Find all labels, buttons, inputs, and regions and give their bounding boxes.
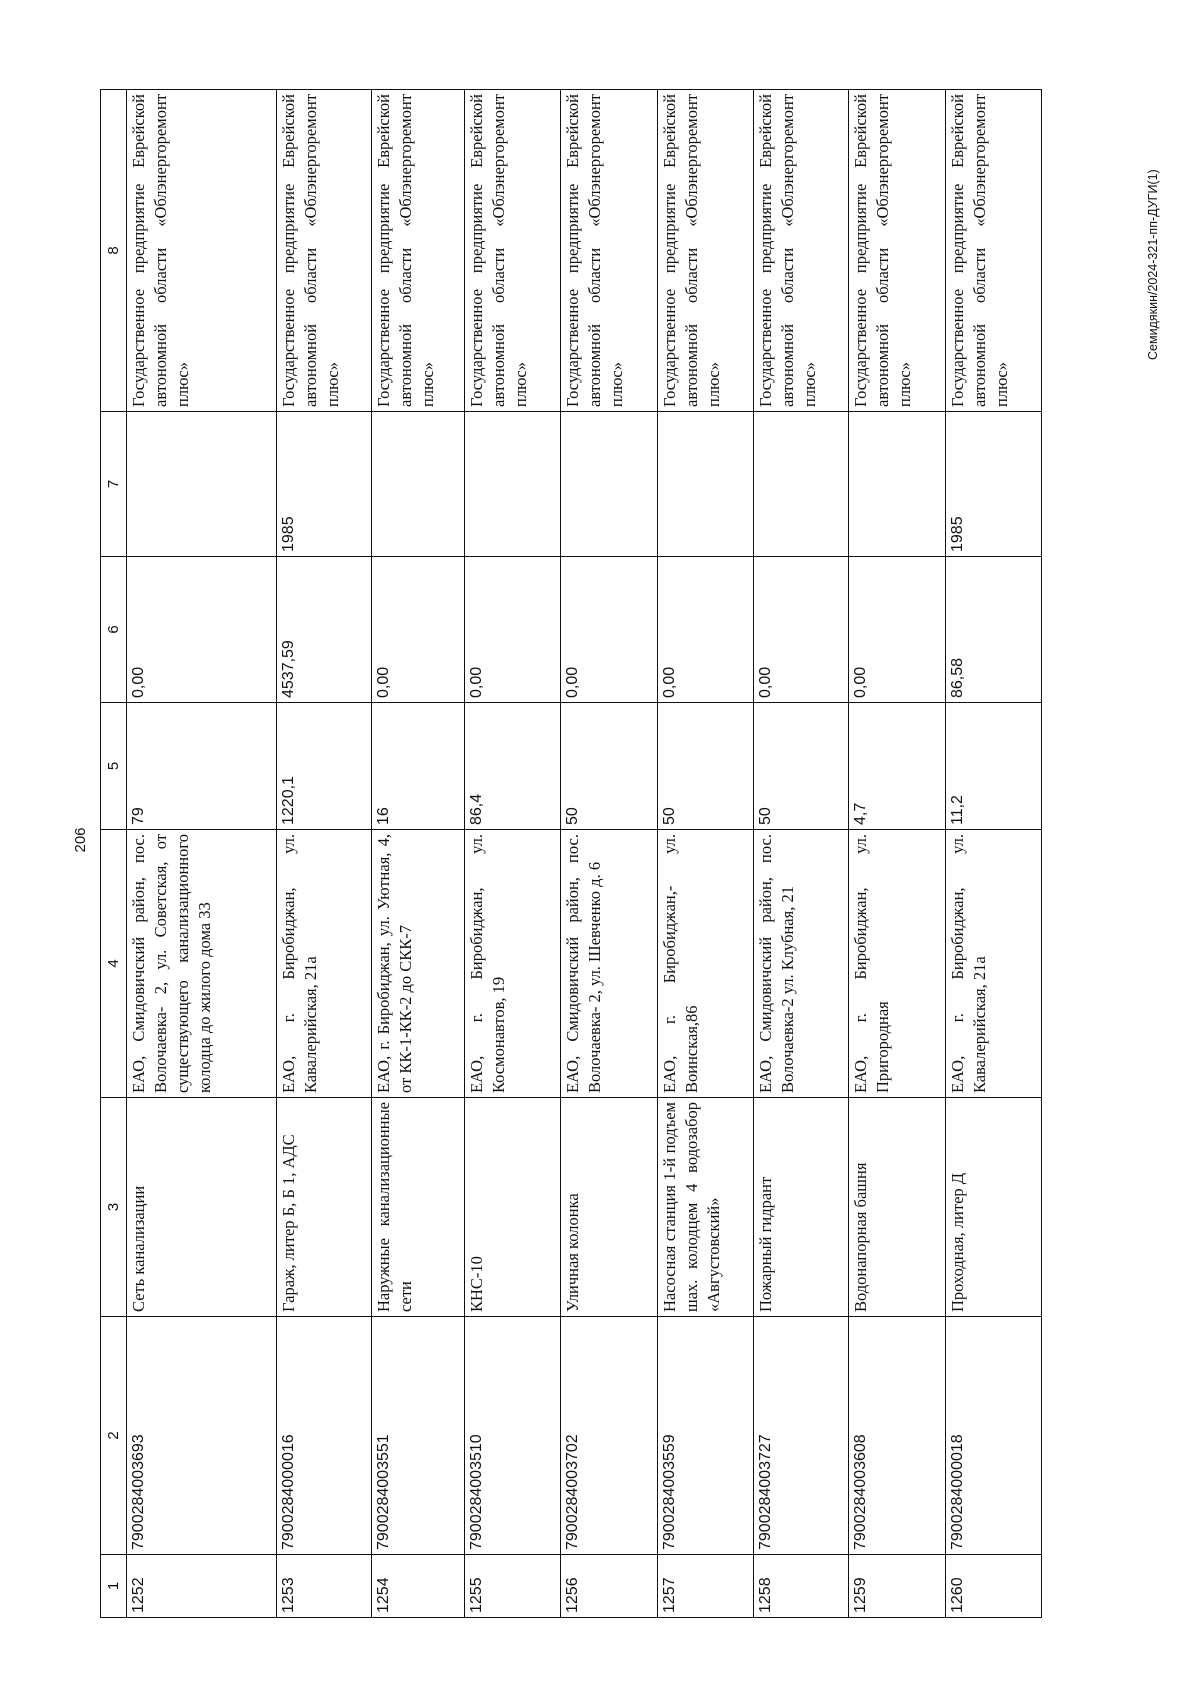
owner-name: Государственное предприятие Еврейской автономной области «Облэнергоремонт плюс»: [945, 90, 1041, 412]
area-value: 50: [657, 703, 753, 830]
cost-value: 0,00: [372, 557, 465, 703]
table-row: [277, 90, 372, 1618]
property-register-table: [100, 89, 1042, 1618]
page-number: 206: [72, 827, 89, 853]
owner-name: Государственное предприятие Еврейской автономной области «Облэнергоремонт плюс»: [753, 90, 848, 412]
area-value: 1220,1: [277, 703, 372, 830]
year-value: 1985: [277, 412, 372, 557]
cost-value: 0,00: [127, 557, 277, 703]
year-value: [657, 412, 753, 557]
row-number: 1260: [945, 1555, 1041, 1618]
year-value: [848, 412, 945, 557]
year-value: [753, 412, 848, 557]
owner-name: Государственное предприятие Еврейской автономной области «Облэнергоремонт плюс»: [277, 90, 372, 412]
object-address: ЕАО, Смидовичский район, пос. Волочаевка-2 ул. Клубная, 21: [753, 830, 848, 1098]
object-address: ЕАО, Смидовичский район, пос. Волочаевка- 2, ул. Шевченко д. 6: [561, 830, 657, 1098]
owner-name: Государственное предприятие Еврейской автономной области «Облэнергоремонт плюс»: [127, 90, 277, 412]
row-number: 1256: [561, 1555, 657, 1618]
cadastral-number: 7900284003608: [848, 1317, 945, 1555]
column-number-row: [101, 90, 127, 1618]
cost-value: 4537,59: [277, 557, 372, 703]
object-address: ЕАО, Смидовичский район, пос. Волочаевка- 2, ул. Советская, от существующего канализационного колодца до жилого дома 33: [127, 830, 277, 1098]
cadastral-number: 7900284000016: [277, 1317, 372, 1555]
column-header: 2: [101, 1317, 127, 1555]
column-header: 1: [101, 1555, 127, 1618]
cadastral-number: 7900284003559: [657, 1317, 753, 1555]
cadastral-number: 7900284003551: [372, 1317, 465, 1555]
owner-name: Государственное предприятие Еврейской автономной области «Облэнергоремонт плюс»: [657, 90, 753, 412]
year-value: [465, 412, 561, 557]
year-value: [372, 412, 465, 557]
object-address: ЕАО, г. Биробиджан, ул. Уютная, 4, от КК-1-КК-2 до СКК-7: [372, 830, 465, 1098]
object-address: ЕАО, г. Биробиджан, ул. Космонавтов, 19: [465, 830, 561, 1098]
cost-value: 0,00: [848, 557, 945, 703]
owner-name: Государственное предприятие Еврейской автономной области «Облэнергоремонт плюс»: [848, 90, 945, 412]
column-header: 6: [101, 557, 127, 703]
cost-value: 0,00: [465, 557, 561, 703]
cadastral-number: 7900284003727: [753, 1317, 848, 1555]
owner-name: Государственное предприятие Еврейской автономной области «Облэнергоремонт плюс»: [372, 90, 465, 412]
property-register-table-container: [100, 90, 1042, 1618]
table-row: [561, 90, 657, 1618]
object-name: Проходная, литер Д: [945, 1098, 1041, 1317]
column-header: 7: [101, 412, 127, 557]
row-number: 1254: [372, 1555, 465, 1618]
row-number: 1252: [127, 1555, 277, 1618]
area-value: 79: [127, 703, 277, 830]
column-header: 8: [101, 90, 127, 412]
object-name: Пожарный гидрант: [753, 1098, 848, 1317]
cadastral-number: 7900284003702: [561, 1317, 657, 1555]
table-row: [753, 90, 848, 1618]
area-value: 50: [753, 703, 848, 830]
object-name: Наружные канализационные сети: [372, 1098, 465, 1317]
object-name: Уличная колонка: [561, 1098, 657, 1317]
table-row: [945, 90, 1041, 1618]
year-value: [561, 412, 657, 557]
table-row: [657, 90, 753, 1618]
cost-value: 86,58: [945, 557, 1041, 703]
cost-value: 0,00: [657, 557, 753, 703]
owner-name: Государственное предприятие Еврейской автономной области «Облэнергоремонт плюс»: [561, 90, 657, 412]
table-row: [848, 90, 945, 1618]
cadastral-number: 7900284000018: [945, 1317, 1041, 1555]
column-header: 4: [101, 830, 127, 1098]
owner-name: Государственное предприятие Еврейской автономной области «Облэнергоремонт плюс»: [465, 90, 561, 412]
column-header: 3: [101, 1098, 127, 1317]
year-value: [127, 412, 277, 557]
cost-value: 0,00: [753, 557, 848, 703]
cadastral-number: 7900284003510: [465, 1317, 561, 1555]
row-number: 1259: [848, 1555, 945, 1618]
row-number: 1257: [657, 1555, 753, 1618]
object-name: Сеть канализации: [127, 1098, 277, 1317]
area-value: 50: [561, 703, 657, 830]
row-number: 1255: [465, 1555, 561, 1618]
object-name: Водонапорная башня: [848, 1098, 945, 1317]
table-row: [372, 90, 465, 1618]
column-header: 5: [101, 703, 127, 830]
table-row: [127, 90, 277, 1618]
object-address: ЕАО, г. Биробиджан,- ул. Воинская,86: [657, 830, 753, 1098]
area-value: 4,7: [848, 703, 945, 830]
object-name: КНС-10: [465, 1098, 561, 1317]
document-footer-code: Семидякин/2024-321-пп-ДУГИ(1): [1146, 169, 1160, 360]
year-value: 1985: [945, 412, 1041, 557]
object-address: ЕАО, г. Биробиджан, ул. Пригородная: [848, 830, 945, 1098]
area-value: 11,2: [945, 703, 1041, 830]
table-row: [465, 90, 561, 1618]
row-number: 1253: [277, 1555, 372, 1618]
object-address: ЕАО, г. Биробиджан, ул. Кавалерийская, 21а: [945, 830, 1041, 1098]
cadastral-number: 7900284003693: [127, 1317, 277, 1555]
object-name: Насосная станция 1-й подъем шах. колодцем 4 водозабор «Августовский»: [657, 1098, 753, 1317]
object-name: Гараж, литер Б, Б 1, АДС: [277, 1098, 372, 1317]
area-value: 16: [372, 703, 465, 830]
area-value: 86,4: [465, 703, 561, 830]
object-address: ЕАО, г. Биробиджан, ул. Кавалерийская, 21а: [277, 830, 372, 1098]
cost-value: 0,00: [561, 557, 657, 703]
row-number: 1258: [753, 1555, 848, 1618]
